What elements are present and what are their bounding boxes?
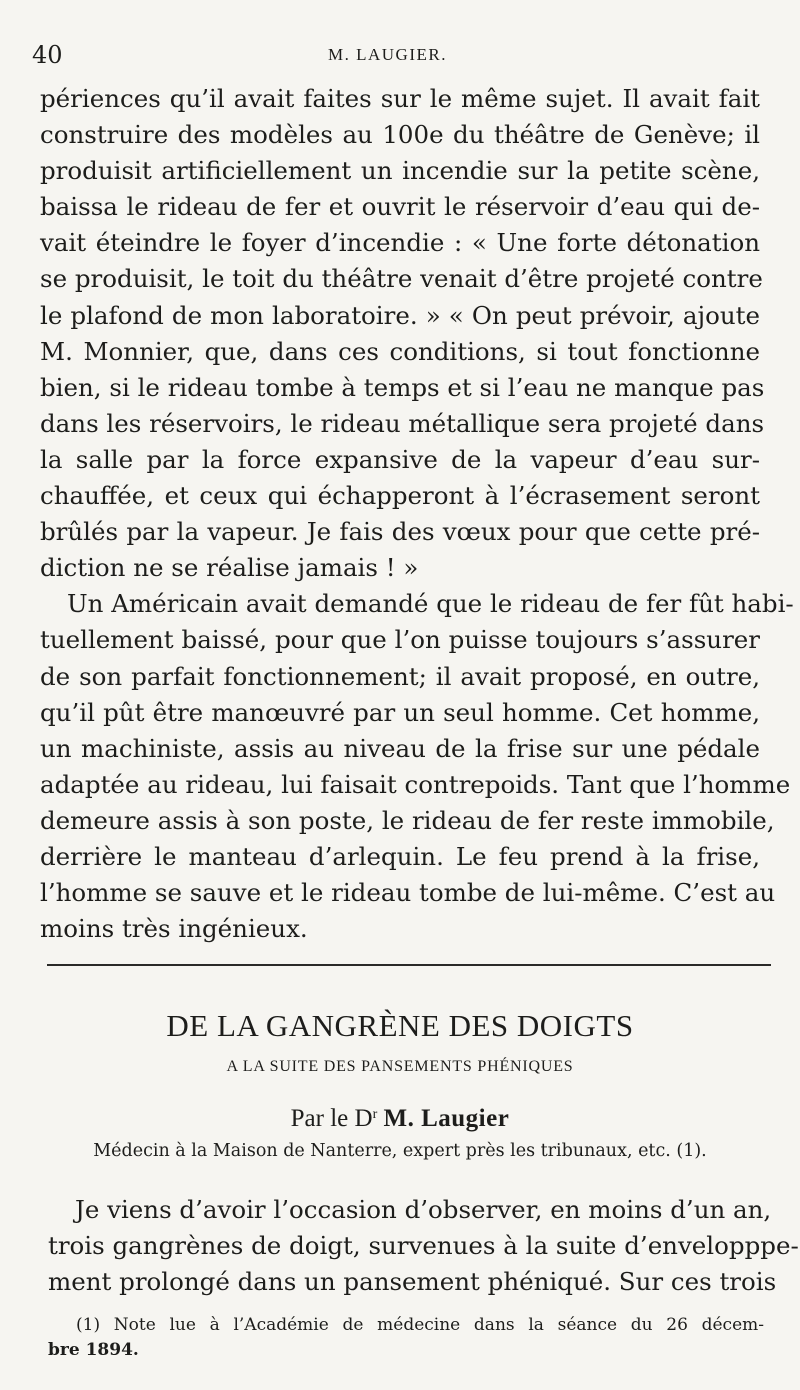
footnote [48,1313,764,1363]
section-divider [47,964,771,966]
doctor-superscript: r [372,1107,378,1122]
text-line: moins très ingénieux. [40,914,308,944]
article-title: DE LA GANGRÈNE DES DOIGTS [166,1008,634,1043]
text-line: de son parfait fonctionnement; il avait proposé, en outre, [40,661,760,691]
page-header [32,40,762,74]
author-prefix: Par le D [290,1105,373,1132]
article-author [0,1098,800,1136]
text-line: vait éteindre le foyer d’incendie : « Une forte détonation [40,228,760,258]
text-line: l’homme se sauve et le rideau tombe de lui-même. C’est au [40,878,776,908]
text-line: diction ne se réalise jamais ! » [40,553,419,583]
article-subtitle: A LA SUITE DES PANSEMENTS PHÉNIQUES [226,1058,574,1075]
previous-article-text [40,81,794,947]
footnote-line: bre 1894. [48,1340,139,1360]
author-affiliation: Médecin à la Maison de Nanterre, expert près les tribunaux, etc. (1). [93,1141,707,1161]
article-introduction [48,1191,799,1299]
text-line: M. Monnier, que, dans ces conditions, si tout fonctionne [40,336,760,366]
text-line: tuellement baissé, pour que l’on puisse toujours s’assurer [40,625,760,655]
paragraph-start-line: Je viens d’avoir l’occasion d’observer, en moins d’un an, [75,1195,772,1224]
text-line: se produisit, le toit du théâtre venait d’être projeté contre [40,264,763,294]
text-line: ment prolongé dans un pansement phéniqué. Sur ces trois [48,1267,777,1297]
text-line: brûlés par la vapeur. Je fais des vœux pour que cette pré- [40,517,760,547]
text-line: chauffée, et ceux qui échapperont à l’écrasement seront [40,481,760,511]
page-number: 40 [32,41,63,69]
text-line: le plafond de mon laboratoire. » « On peut prévoir, ajoute [40,300,760,330]
running-head: M. LAUGIER. [328,45,447,64]
text-line: produisit artificiellement un incendie sur la petite scène, [40,156,760,186]
text-line: bien, si le rideau tombe à temps et si l’eau ne manque pas [40,372,765,402]
text-line: trois gangrènes de doigt, survenues à la suite d’envelopppe- [48,1231,799,1261]
text-line: qu’il pût être manœuvré par un seul homme. Cet homme, [40,697,760,727]
text-line: demeure assis à son poste, le rideau de fer reste immobile, [40,805,775,835]
author-name: M. Laugier [383,1105,510,1132]
text-line: derrière le manteau d’arlequin. Le feu prend à la frise, [40,841,760,871]
paragraph-start-line: Un Américain avait demandé que le rideau de fer fût habi- [67,589,794,619]
text-line: construire des modèles au 100e du théâtre de Genève; il [40,120,760,150]
text-line: un machiniste, assis au niveau de la frise sur une pédale [40,733,760,763]
text-line: dans les réservoirs, le rideau métallique sera projeté dans [40,408,765,438]
text-line: la salle par la force expansive de la vapeur d’eau sur- [40,444,760,474]
footnote-line: (1) Note lue à l’Académie de médecine dans la séance du 26 décem- [76,1315,764,1335]
text-line: périences qu’il avait faites sur le même sujet. Il avait fait [40,84,760,113]
text-line: adaptée au rideau, lui faisait contrepoids. Tant que l’homme [40,769,791,799]
text-line: baissa le rideau de fer et ouvrit le réservoir d’eau qui de- [40,192,760,222]
